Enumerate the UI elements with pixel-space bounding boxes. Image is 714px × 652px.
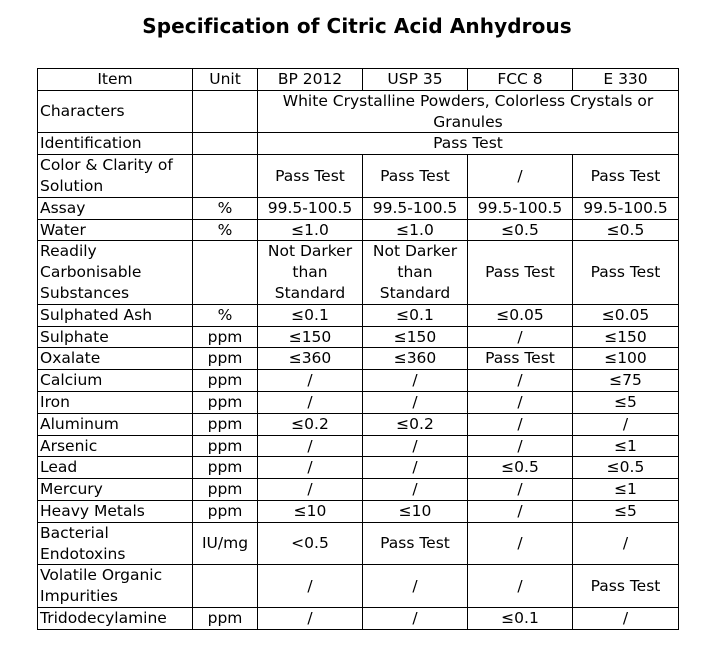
bp-cell: <0.5 bbox=[258, 522, 363, 565]
unit-cell bbox=[193, 133, 258, 155]
usp-cell: / bbox=[363, 391, 468, 413]
e330-cell: ≤0.5 bbox=[573, 457, 679, 479]
unit-cell: ppm bbox=[193, 435, 258, 457]
fcc-cell: / bbox=[468, 370, 573, 392]
usp-cell: / bbox=[363, 370, 468, 392]
item-cell: Iron bbox=[38, 391, 193, 413]
unit-cell: ppm bbox=[193, 413, 258, 435]
fcc-cell: / bbox=[468, 479, 573, 501]
fcc-cell: / bbox=[468, 522, 573, 565]
e330-cell: ≤5 bbox=[573, 391, 679, 413]
e330-cell: ≤1 bbox=[573, 479, 679, 501]
fcc-cell: Pass Test bbox=[468, 348, 573, 370]
item-cell: Arsenic bbox=[38, 435, 193, 457]
item-cell: Identification bbox=[38, 133, 193, 155]
table-row bbox=[38, 370, 679, 392]
item-cell: Oxalate bbox=[38, 348, 193, 370]
page-title: Specification of Citric Acid Anhydrous bbox=[142, 14, 572, 38]
unit-cell bbox=[193, 565, 258, 608]
unit-cell: ppm bbox=[193, 457, 258, 479]
table-row bbox=[38, 479, 679, 501]
fcc-cell: ≤0.5 bbox=[468, 219, 573, 241]
table-row bbox=[38, 304, 679, 326]
bp-cell: Not Darker than Standard bbox=[258, 241, 363, 304]
table-row bbox=[38, 500, 679, 522]
e330-cell: / bbox=[573, 607, 679, 629]
e330-cell: Pass Test bbox=[573, 155, 679, 198]
fcc-cell: / bbox=[468, 391, 573, 413]
table-row bbox=[38, 326, 679, 348]
table-row bbox=[38, 565, 679, 608]
usp-cell: ≤360 bbox=[363, 348, 468, 370]
e330-cell: / bbox=[573, 413, 679, 435]
fcc-cell: ≤0.1 bbox=[468, 607, 573, 629]
item-cell: Heavy Metals bbox=[38, 500, 193, 522]
fcc-cell: ≤0.5 bbox=[468, 457, 573, 479]
e330-cell: ≤150 bbox=[573, 326, 679, 348]
fcc-cell: / bbox=[468, 326, 573, 348]
header-fcc: FCC 8 bbox=[468, 69, 573, 91]
header-item: Item bbox=[38, 69, 193, 91]
bp-cell: 99.5-100.5 bbox=[258, 197, 363, 219]
usp-cell: Pass Test bbox=[363, 155, 468, 198]
usp-cell: / bbox=[363, 565, 468, 608]
bp-cell: / bbox=[258, 607, 363, 629]
value-cell: Pass Test bbox=[258, 133, 679, 155]
unit-cell: ppm bbox=[193, 500, 258, 522]
unit-cell: IU/mg bbox=[193, 522, 258, 565]
unit-cell: ppm bbox=[193, 607, 258, 629]
usp-cell: Not Darker than Standard bbox=[363, 241, 468, 304]
unit-cell: % bbox=[193, 197, 258, 219]
unit-cell: % bbox=[193, 219, 258, 241]
bp-cell: ≤360 bbox=[258, 348, 363, 370]
unit-cell: % bbox=[193, 304, 258, 326]
e330-cell: ≤0.5 bbox=[573, 219, 679, 241]
usp-cell: / bbox=[363, 435, 468, 457]
unit-cell: ppm bbox=[193, 391, 258, 413]
e330-cell: ≤100 bbox=[573, 348, 679, 370]
item-cell: Sulphate bbox=[38, 326, 193, 348]
header-unit: Unit bbox=[193, 69, 258, 91]
bp-cell: ≤150 bbox=[258, 326, 363, 348]
item-cell: Assay bbox=[38, 197, 193, 219]
e330-cell: / bbox=[573, 522, 679, 565]
bp-cell: / bbox=[258, 457, 363, 479]
fcc-cell: / bbox=[468, 500, 573, 522]
item-cell: Characters bbox=[38, 90, 193, 133]
table-row bbox=[38, 522, 679, 565]
specification-table bbox=[37, 68, 679, 630]
e330-cell: ≤75 bbox=[573, 370, 679, 392]
item-cell: Tridodecylamine bbox=[38, 607, 193, 629]
item-cell: Lead bbox=[38, 457, 193, 479]
table-row bbox=[38, 435, 679, 457]
table-row bbox=[38, 241, 679, 304]
usp-cell: 99.5-100.5 bbox=[363, 197, 468, 219]
e330-cell: 99.5-100.5 bbox=[573, 197, 679, 219]
bp-cell: ≤0.1 bbox=[258, 304, 363, 326]
fcc-cell: / bbox=[468, 435, 573, 457]
header-usp: USP 35 bbox=[363, 69, 468, 91]
bp-cell: / bbox=[258, 435, 363, 457]
usp-cell: ≤0.1 bbox=[363, 304, 468, 326]
e330-cell: ≤5 bbox=[573, 500, 679, 522]
bp-cell: / bbox=[258, 391, 363, 413]
table-row bbox=[38, 219, 679, 241]
unit-cell: ppm bbox=[193, 479, 258, 501]
table-row bbox=[38, 457, 679, 479]
unit-cell: ppm bbox=[193, 370, 258, 392]
header-bp: BP 2012 bbox=[258, 69, 363, 91]
unit-cell bbox=[193, 90, 258, 133]
unit-cell: ppm bbox=[193, 326, 258, 348]
table-row bbox=[38, 197, 679, 219]
header-row bbox=[38, 69, 679, 91]
bp-cell: ≤0.2 bbox=[258, 413, 363, 435]
usp-cell: / bbox=[363, 479, 468, 501]
fcc-cell: 99.5-100.5 bbox=[468, 197, 573, 219]
item-cell: Bacterial Endotoxins bbox=[38, 522, 193, 565]
item-cell: Sulphated Ash bbox=[38, 304, 193, 326]
item-cell: Water bbox=[38, 219, 193, 241]
fcc-cell: / bbox=[468, 565, 573, 608]
unit-cell bbox=[193, 155, 258, 198]
table-row bbox=[38, 413, 679, 435]
table-row bbox=[38, 391, 679, 413]
bp-cell: Pass Test bbox=[258, 155, 363, 198]
e330-cell: ≤1 bbox=[573, 435, 679, 457]
bp-cell: / bbox=[258, 479, 363, 501]
item-cell: Volatile Organic Impurities bbox=[38, 565, 193, 608]
table-row bbox=[38, 607, 679, 629]
fcc-cell: / bbox=[468, 155, 573, 198]
usp-cell: Pass Test bbox=[363, 522, 468, 565]
usp-cell: ≤150 bbox=[363, 326, 468, 348]
item-cell: Aluminum bbox=[38, 413, 193, 435]
usp-cell: ≤1.0 bbox=[363, 219, 468, 241]
item-cell: Readily Carbonisable Substances bbox=[38, 241, 193, 304]
item-cell: Mercury bbox=[38, 479, 193, 501]
item-cell: Calcium bbox=[38, 370, 193, 392]
fcc-cell: ≤0.05 bbox=[468, 304, 573, 326]
fcc-cell: / bbox=[468, 413, 573, 435]
fcc-cell: Pass Test bbox=[468, 241, 573, 304]
value-cell: White Crystalline Powders, Colorless Crystals or Granules bbox=[258, 90, 679, 133]
bp-cell: ≤1.0 bbox=[258, 219, 363, 241]
table-row bbox=[38, 90, 679, 133]
usp-cell: ≤10 bbox=[363, 500, 468, 522]
header-e330: E 330 bbox=[573, 69, 679, 91]
bp-cell: / bbox=[258, 370, 363, 392]
table-row bbox=[38, 348, 679, 370]
e330-cell: Pass Test bbox=[573, 565, 679, 608]
unit-cell: ppm bbox=[193, 348, 258, 370]
unit-cell bbox=[193, 241, 258, 304]
e330-cell: ≤0.05 bbox=[573, 304, 679, 326]
usp-cell: / bbox=[363, 607, 468, 629]
usp-cell: / bbox=[363, 457, 468, 479]
e330-cell: Pass Test bbox=[573, 241, 679, 304]
table-row bbox=[38, 133, 679, 155]
bp-cell: ≤10 bbox=[258, 500, 363, 522]
item-cell: Color & Clarity of Solution bbox=[38, 155, 193, 198]
usp-cell: ≤0.2 bbox=[363, 413, 468, 435]
table-row bbox=[38, 155, 679, 198]
bp-cell: / bbox=[258, 565, 363, 608]
